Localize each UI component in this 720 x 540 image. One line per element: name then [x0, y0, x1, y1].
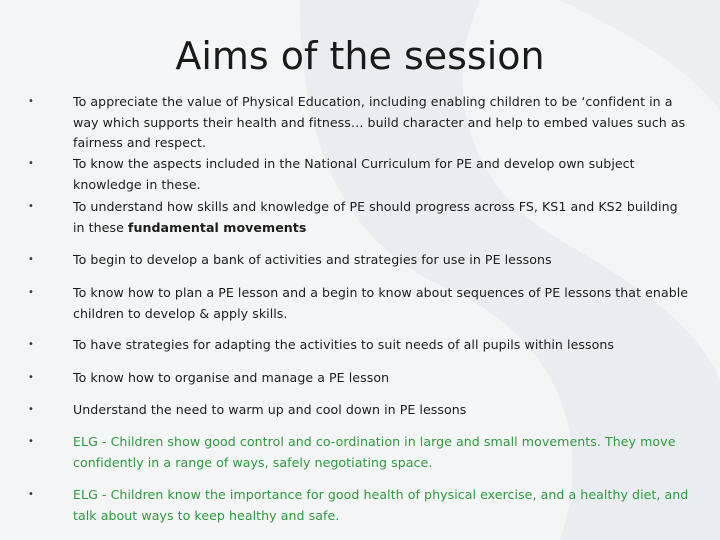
list-item [28, 432, 690, 473]
bullet-icon: • [28, 201, 34, 212]
list-item-text: To know how to organise and manage a PE lesson [73, 370, 390, 385]
list-item [28, 335, 690, 356]
list-item-text-plain: To understand how skills and knowledge of PE should progress across FS, KS1 and KS2 building in these [73, 199, 678, 235]
bullet-icon: • [28, 339, 34, 350]
bullet-icon: • [28, 489, 34, 500]
bullet-icon: • [28, 158, 34, 169]
list-item-text [73, 197, 690, 238]
list-item [28, 400, 690, 421]
list-item [28, 485, 690, 526]
slide-title: Aims of the session [175, 34, 545, 78]
list-item-text: Understand the need to warm up and cool down in PE lessons [73, 402, 467, 417]
bullet-icon: • [28, 372, 34, 383]
list-item [28, 368, 690, 389]
list-item [28, 197, 690, 238]
bullet-icon: • [28, 254, 34, 265]
bullet-icon: • [28, 436, 34, 447]
list-item [28, 250, 690, 271]
list-item-text: To have strategies for adapting the activities to suit needs of all pupils within lessons [73, 337, 614, 352]
bullet-icon: • [28, 404, 34, 415]
list-item-text: To appreciate the value of Physical Education, including enabling children to be ‘confident in a way which supports their health and fitness… build character and help to embed values such as fairness and respect. [73, 94, 686, 150]
bullet-icon: • [28, 96, 34, 107]
elg-item-text: ELG - Children know the importance for good health of physical exercise, and a healthy diet, and talk about ways to keep healthy and safe. [73, 487, 689, 523]
list-item-text: To know how to plan a PE lesson and a begin to know about sequences of PE lessons that enable children to develop & apply skills. [73, 285, 689, 321]
bullet-icon: • [28, 287, 34, 298]
list-item [28, 154, 690, 195]
list-item [28, 283, 690, 324]
list-item [28, 92, 690, 154]
emphasis-text: fundamental movements [127, 219, 307, 235]
elg-item-text: ELG - Children show good control and co-ordination in large and small movements. They move confidently in a range of ways, safely negotiating space. [73, 434, 676, 470]
list-item-text: To begin to develop a bank of activities and strategies for use in PE lessons [73, 252, 552, 267]
list-item-text: To know the aspects included in the National Curriculum for PE and develop own subject knowledge in these. [73, 156, 635, 192]
